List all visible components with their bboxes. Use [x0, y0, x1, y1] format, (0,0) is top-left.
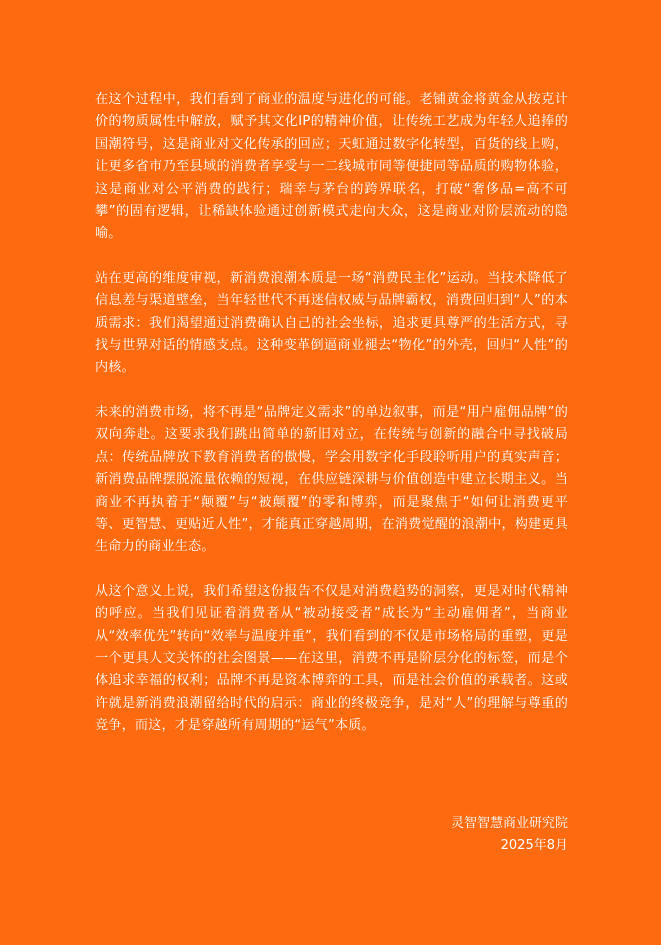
signature-block [451, 813, 568, 857]
signature-date: 2025年8月 [500, 838, 568, 853]
paragraph-1: 在这个过程中，我们看到了商业的温度与进化的可能。老铺黄金将黄金从按克计价的物质属性中解放，赋予其文化IP的精神价值，让传统工艺成为年轻人追捧的国潮符号，这是商业对文化传承的回应；天虹通过数字化转型，百货的线上购，让更多省市乃至县域的消费者享受与一二线城市同等便捷同等品质的购物体验，这是商业对公平消费的践行；瑞幸与茅台的跨界联名，打破“奢侈品=高不可攀”的固有逻辑，让稀缺体验通过创新模式走向大众，这是商业对阶层流动的隐喻。 [95, 92, 568, 242]
paragraph-2: 站在更高的维度审视，新消费浪潮本质是一场“消费民主化”运动。当技术降低了信息差与渠道壁垒，当年轻世代不再迷信权威与品牌霸权，消费回归到“人”的本质需求：我们渴望通过消费确认自己的社会坐标，追求更具尊严的生活方式，寻找与世界对话的情感支点。这种变革倒逼商业褪去“物化”的外壳，回归“人性”的内核。 [95, 270, 568, 376]
paragraph-4: 从这个意义上说，我们希望这份报告不仅是对消费趋势的洞察，更是对时代精神的呼应。当我们见证着消费者从“被动接受者”成长为“主动雇佣者”，当商业从“效率优先”转向“效率与温度并重”，我们看到的不仅是市场格局的重塑，更是一个更具人文关怀的社会图景——在这里，消费不再是阶层分化的标签，而是个体追求幸福的权利；品牌不再是资本博弈的工具，而是社会价值的承载者。这或许就是新消费浪潮留给时代的启示：商业的终极竞争，是对“人”的理解与尊重的竞争，而这，才是穿越所有周期的“运气”本质。 [95, 583, 568, 734]
signature-org: 灵智智慧商业研究院 [450, 816, 568, 831]
document-body [95, 89, 568, 760]
paragraph-3: 未来的消费市场，将不再是“品牌定义需求”的单边叙事，而是“用户雇佣品牌”的双向奔赴。这要求我们跳出简单的新旧对立，在传统与创新的融合中寻找破局点：传统品牌放下教育消费者的傲慢，学会用数字化手段聆听用户的真实声音；新消费品牌摆脱流量依赖的短视，在供应链深耕与价值创造中建立长期主义。当商业不再执着于“颠覆”与“被颠覆”的零和博弈，而是聚焦于“如何让消费更平等、更智慧、更贴近人性”，才能真正穿越周期，在消费觉醒的浪潮中，构建更具生命力的商业生态。 [95, 404, 568, 555]
